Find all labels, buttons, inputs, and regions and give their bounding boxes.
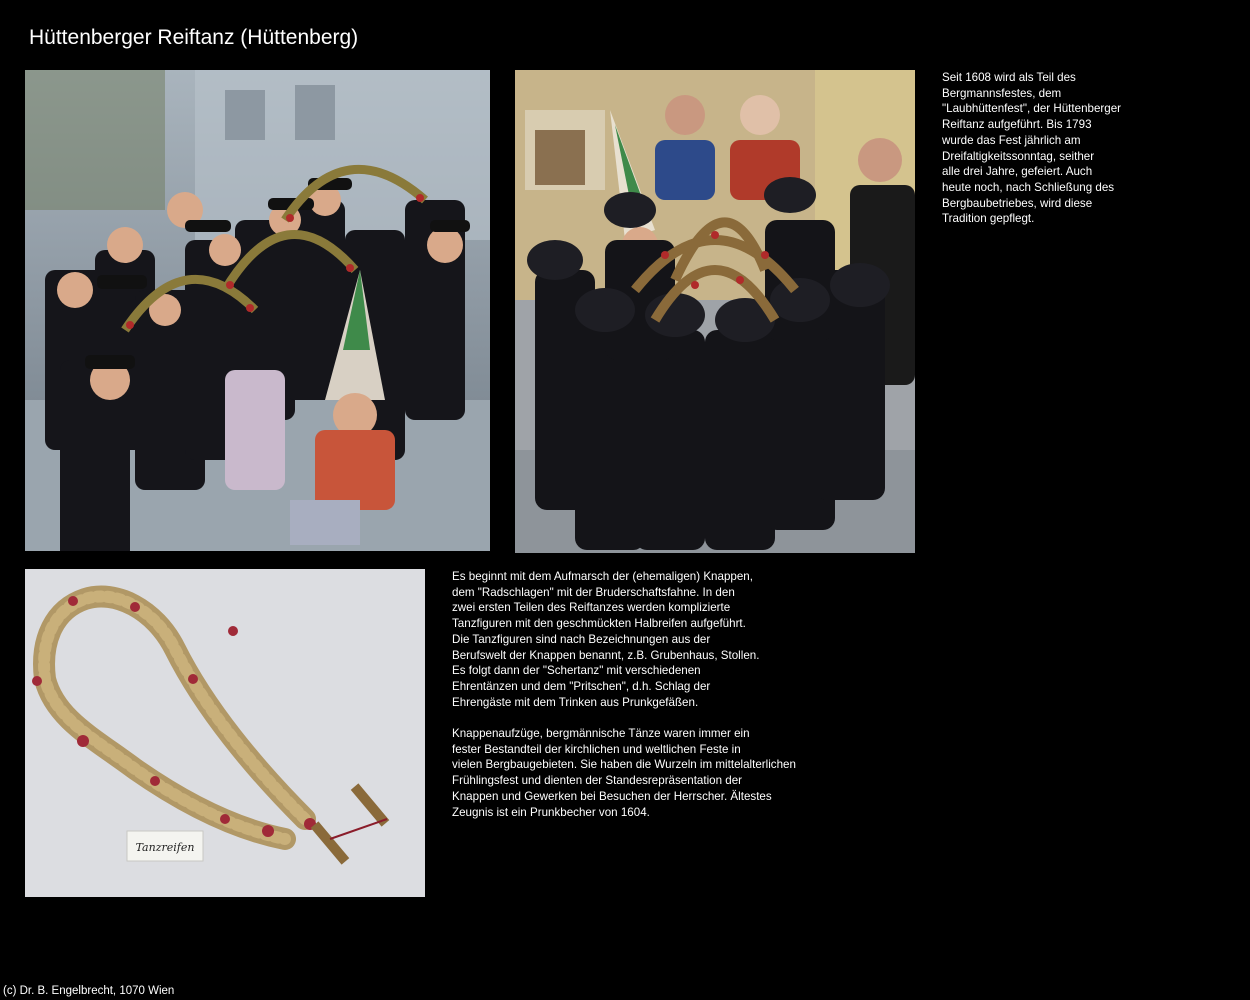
copyright-footer: (c) Dr. B. Engelbrecht, 1070 Wien — [3, 985, 175, 997]
paragraph-1-line: Ehrentänzen und dem "Pritschen", d.h. Schlag der — [452, 679, 711, 693]
paragraph-2-line: vielen Bergbaugebieten. Sie haben die Wurzeln im mittelalterlichen — [452, 758, 796, 772]
description-text — [452, 569, 832, 820]
paragraph-2-line: Knappenaufzüge, bergmännische Tänze waren immer ein — [452, 727, 750, 741]
intro-line: wurde das Fest jährlich am — [942, 133, 1081, 147]
intro-text — [942, 70, 1242, 227]
intro-line: Bergbaubetriebes, wird diese — [942, 196, 1093, 210]
paragraph-1-line: Es beginnt mit dem Aufmarsch der (ehemaligen) Knappen, — [452, 570, 753, 583]
intro-line: Seit 1608 wird als Teil des — [942, 71, 1076, 84]
paragraph-1-line: Ehrengäste mit dem Trinken aus Prunkgefäßen. — [452, 695, 699, 709]
paragraph-1-line: Es folgt dann der "Schertanz" mit verschiedenen — [452, 664, 701, 678]
page-title: Hüttenberger Reiftanz (Hüttenberg) — [29, 26, 359, 49]
intro-line: "Laubhüttenfest", der Hüttenberger — [942, 102, 1122, 116]
paragraph-1-line: zwei ersten Teilen des Reiftanzes werden komplizierte — [452, 601, 731, 615]
paragraph-2-line: fester Bestandteil der kirchlichen und weltlichen Feste in — [452, 742, 741, 756]
paragraph-2-line: Zeugnis ist ein Prunkbecher von 1604. — [452, 805, 650, 819]
tanzreifen-label: Tanzreifen — [135, 841, 195, 854]
paragraph-2-line: Knappen und Gewerken bei Besuchen der Herrscher. Ältestes — [452, 789, 772, 803]
photo-miners-with-hoops — [25, 70, 490, 551]
intro-line: Dreifaltigkeitssonntag, seither — [942, 149, 1095, 163]
paragraph-1-line: Berufswelt der Knappen benannt, z.B. Grubenhaus, Stollen. — [452, 648, 760, 662]
intro-line: alle drei Jahre, gefeiert. Auch — [942, 165, 1093, 179]
photo-miners-circle — [515, 70, 915, 553]
paragraph-1-line: Die Tanzfiguren sind nach Bezeichnungen aus der — [452, 632, 711, 646]
paragraph-1-line: dem "Radschlagen" mit der Bruderschaftsfahne. In den — [452, 585, 735, 599]
intro-line: Reiftanz aufgeführt. Bis 1793 — [942, 118, 1092, 132]
photo-tanzreifen — [25, 569, 425, 897]
intro-line: heute noch, nach Schließung des — [942, 180, 1115, 194]
paragraph-1-line: Tanzfiguren mit den geschmückten Halbreifen aufgeführt. — [452, 617, 746, 631]
intro-line: Bergmannsfestes, dem — [942, 86, 1062, 100]
paragraph-gap — [452, 710, 832, 726]
intro-line: Tradition gepflegt. — [942, 212, 1035, 226]
paragraph-2-line: Frühlingsfest und dienten der Standesrepräsentation der — [452, 774, 743, 788]
